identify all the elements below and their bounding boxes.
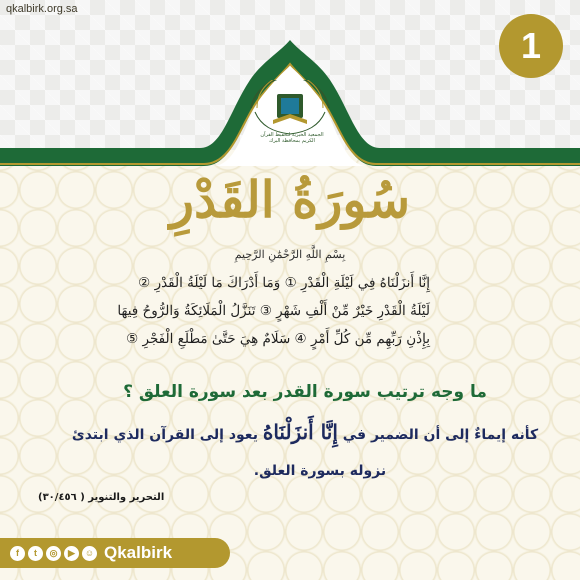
- site-url[interactable]: qkalbirk.org.sa: [6, 3, 78, 15]
- facebook-icon[interactable]: f: [10, 546, 25, 561]
- footer-social-bar: [0, 538, 230, 568]
- verse-line-1: إِنَّا أَنزَلْنَاهُ فِي لَيْلَةِ الْقَدْرِ ① وَمَا أَدْرَاكَ مَا لَيْلَةُ الْقَدْرِ ②: [138, 275, 430, 291]
- social-handle[interactable]: Qkalbirk: [104, 543, 173, 562]
- youtube-icon[interactable]: ▶: [64, 546, 79, 561]
- answer-part-2: يعود إلى القرآن الذي ابتدئ: [71, 427, 258, 443]
- twitter-icon[interactable]: t: [28, 546, 43, 561]
- answer-inline-verse: إِنَّا أَنزَلْنَاهُ: [262, 420, 338, 444]
- answer-line-2: نزوله بسورة العلق.: [253, 463, 387, 479]
- logo-caption: الجمعية الخيرية لتحفيظ القرآن الكريم بمحافظة البرك: [260, 132, 324, 144]
- snapchat-icon[interactable]: ☺: [82, 546, 97, 561]
- answer-part-1: كأنه إيماءٌ إلى أن الضمير في: [342, 427, 539, 443]
- instagram-icon[interactable]: ◎: [46, 546, 61, 561]
- verse-line-2: لَيْلَةُ الْقَدْرِ خَيْرٌ مِّنْ أَلْفِ شَهْرٍ ③ تَنَزَّلُ الْمَلَائِكَةُ وَالرُّوحُ فِيهَا: [117, 303, 430, 319]
- answer-line-1: [60, 420, 550, 444]
- surah-title: سُورَةُ القَدْرِ: [169, 170, 411, 229]
- verse-line-3: بِإِذْنِ رَبِّهِم مِّن كُلِّ أَمْرٍ ④ سَلَامٌ هِيَ حَتَّىٰ مَطْلَعِ الْفَجْرِ ⑤: [126, 331, 430, 347]
- number-badge: 1: [499, 14, 563, 78]
- source-citation: التحرير والتنوير ( ٣٠/٤٥٦): [38, 492, 165, 503]
- basmala: بِسْمِ اللَّهِ الرَّحْمَٰنِ الرَّحِيمِ: [234, 248, 346, 261]
- question-heading: ما وجه ترتيب سورة القدر بعد سورة العلق ؟: [123, 382, 487, 402]
